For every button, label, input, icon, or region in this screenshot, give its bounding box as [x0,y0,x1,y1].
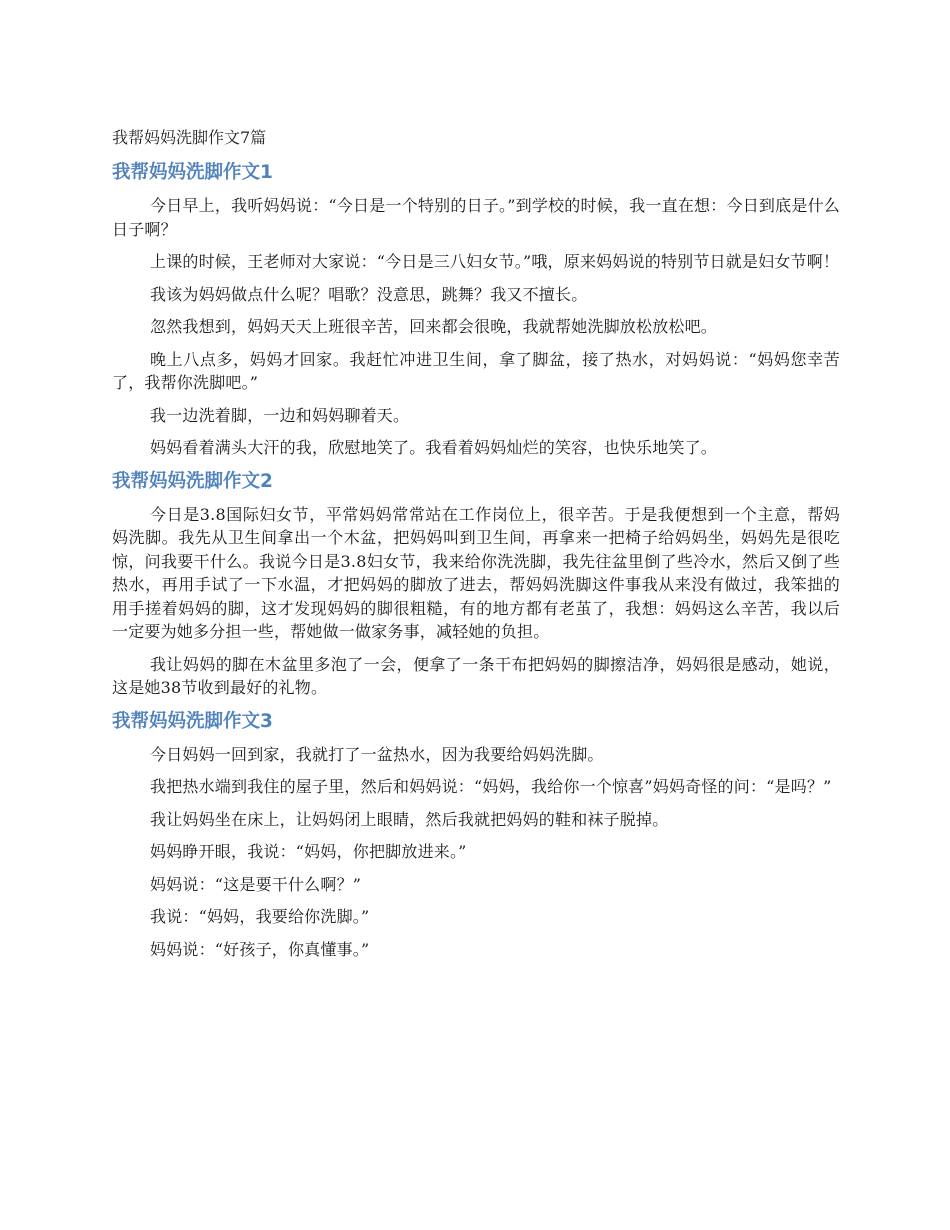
paragraph: 妈妈看着满头大汗的我，欣慰地笑了。我看着妈妈灿烂的笑容，也快乐地笑了。 [150,438,718,457]
paragraph: 妈妈睁开眼，我说：“妈妈，你把脚放进来。” [150,842,467,861]
document-page [112,120,840,970]
section-heading: 我帮妈妈洗脚作文2 [112,470,273,492]
paragraph: 上课的时候，王老师对大家说：“今日是三八妇女节。”哦，原来妈妈说的特别节日就是妇女节啊！ [150,252,840,271]
essay-section-3 [112,709,840,962]
paragraph: 妈妈说：“好孩子，你真懂事。” [150,939,370,959]
paragraph: 妈妈说：“这是要干什么啊？” [150,874,362,894]
paragraph: 我让妈妈坐在床上，让妈妈闭上眼睛，然后我就把妈妈的鞋和袜子脱掉。 [150,809,669,829]
section-heading: 我帮妈妈洗脚作文1 [112,162,273,183]
paragraph: 我该为妈妈做点什么呢？唱歌？没意思，跳舞？我又不擅长。 [150,284,588,304]
paragraph: 今日妈妈一回到家，我就打了一盆热水，因为我要给妈妈洗脚。 [150,744,604,764]
paragraph: 忽然我想到，妈妈天天上班很辛苦，回来都会很晚，我就帮她洗脚放松放松吧。 [150,317,718,336]
essay-section-2 [112,469,840,700]
paragraph: 我一边洗着脚，一边和妈妈聊着天。 [150,405,410,425]
document-title: 我帮妈妈洗脚作文7篇 [112,128,267,147]
paragraph: 我说：“妈妈，我要给你洗脚。” [150,907,370,926]
paragraph: 我让妈妈的脚在木盆里多泡了一会，便拿了一条干布把妈妈的脚擦洁净，妈妈很是感动，她说，这是她38节收到最好的礼物。 [112,654,840,697]
paragraph: 晚上八点多，妈妈才回家。我赶忙冲进卫生间，拿了脚盆，接了热水，对妈妈说：“妈妈您幸苦了，我帮你洗脚吧。” [112,349,840,392]
section-heading: 我帮妈妈洗脚作文3 [112,710,273,732]
essay-section-1 [112,160,840,460]
paragraph: 今日是3.8国际妇女节，平常妈妈常常站在工作岗位上，很辛苦。于是我便想到一个主意，帮妈妈洗脚。我先从卫生间拿出一个木盆，把妈妈叫到卫生间，再拿来一把椅子给妈妈坐，妈妈先是很吃惊，问我要干什么。我说今日是3.8妇女节，我来给你洗洗脚，我先往盆里倒了些冷水，然后又倒了些热水，再用手试了一下水温，才把妈妈的脚放了进去，帮妈妈洗脚这件事我从来没有做过，我笨拙的用手搓着妈妈的脚，这才发现妈妈的脚很粗糙，有的地方都有老茧了，我想：妈妈这么辛苦，我以后一定要为她多分担一些，帮她做一做家务事，减轻她的负担。 [112,504,840,641]
paragraph: 今日早上，我听妈妈说：“今日是一个特别的日子。”到学校的时候，我一直在想：今日到底是什么日子啊？ [112,196,840,239]
paragraph: 我把热水端到我住的屋子里，然后和妈妈说：“妈妈，我给你一个惊喜”妈妈奇怪的问：“是吗？” [150,777,832,796]
